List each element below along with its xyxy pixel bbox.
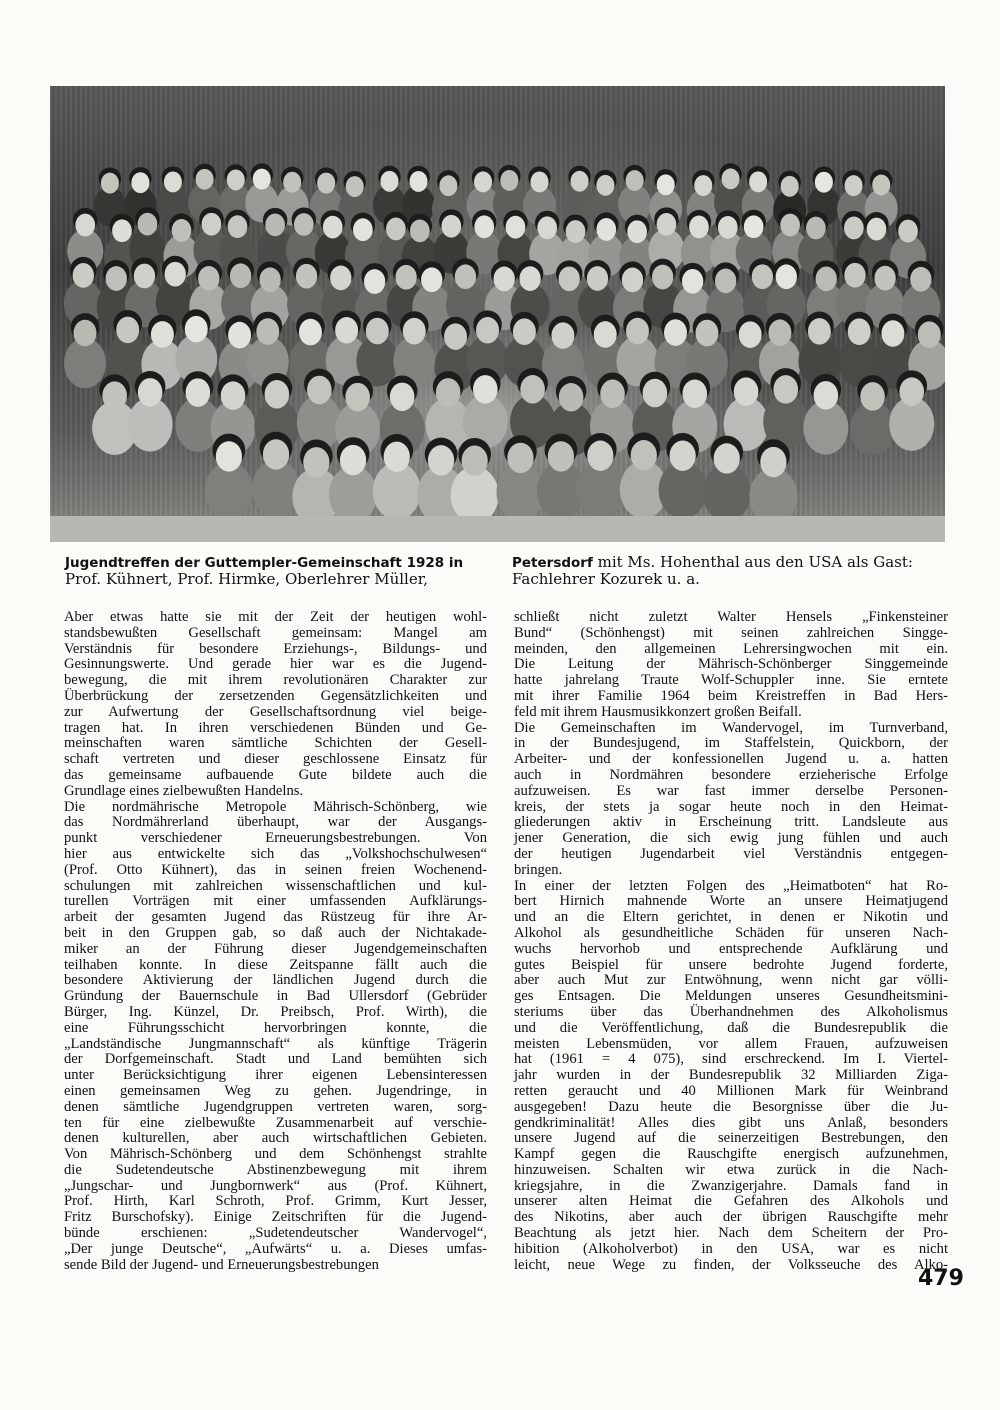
person-face bbox=[421, 267, 442, 292]
page-number: 479 bbox=[918, 1266, 964, 1291]
text-line: In einer der letzten Folgen des „Heimatboten“ hat Ro- bbox=[514, 877, 948, 894]
text-line: die Sudetendeutsche Abstinenzbewegung mit ihrem bbox=[64, 1161, 487, 1178]
person-face bbox=[202, 213, 222, 236]
person-face bbox=[165, 262, 186, 287]
person-face bbox=[689, 216, 709, 239]
text-line: Gesinnungswerte. Und gerade hier war es die Jugend- bbox=[64, 656, 487, 673]
person-face bbox=[196, 169, 214, 190]
person-face bbox=[844, 217, 864, 240]
text-line: bert Hirnich mahnende Worte an unsere Heimatjugend bbox=[514, 893, 948, 910]
person-face bbox=[874, 266, 895, 291]
text-line: miker an der Führung dieser Jugendgemeinschaften bbox=[64, 940, 487, 957]
person-face bbox=[682, 380, 707, 409]
person-face bbox=[694, 175, 712, 196]
text-line: Die Gemeinschaften im Wandervogel, im Turnverband, bbox=[514, 719, 948, 736]
person-face bbox=[780, 214, 800, 237]
person-face bbox=[806, 217, 826, 240]
text-line: jahr wurden in der Bundesrepublik 32 Milliarden Ziga- bbox=[514, 1067, 948, 1084]
text-line: schließt nicht zuletzt Walter Hensels „Finkensteiner bbox=[514, 609, 948, 625]
text-line: kriegsjahre, in die Zwanzigerjahre. Damals fand in bbox=[514, 1177, 948, 1194]
person-face bbox=[138, 378, 163, 407]
person-face bbox=[340, 445, 366, 475]
person-face bbox=[814, 381, 839, 410]
text-line: schaft vertreten und dieser geschlossene Einsatz für bbox=[64, 751, 487, 768]
text-line: und an die Eltern gerichtet, in denen er Nikotin und bbox=[514, 909, 948, 926]
person-face bbox=[253, 169, 271, 190]
text-line: einen gemeinsamen Weg zu gehen. Jugendringe, in bbox=[64, 1082, 487, 1099]
person-face bbox=[773, 375, 798, 404]
text-line: tragen hat. In ihren verschiedenen Bünden und Ge- bbox=[64, 719, 487, 736]
text-line: unter Berücksichtigung ihrer eigenen Lebensinteressen bbox=[64, 1067, 487, 1084]
person-face bbox=[626, 318, 649, 345]
person-face bbox=[410, 219, 430, 242]
text-line: Aber etwas hatte sie mit der Zeit der heutigen wohl- bbox=[64, 609, 487, 625]
text-line: aber auch Mut zur Entwöhnung, wenn nicht gar völli- bbox=[514, 972, 948, 989]
text-line: hat (1961 = 4 075), sind erschreckend. Im I. Viertel- bbox=[514, 1051, 948, 1068]
person-face bbox=[537, 216, 557, 239]
text-line: punkt verschiedener Erneuerungsbestrebungen. Von bbox=[64, 830, 487, 847]
person-face bbox=[587, 266, 608, 291]
person-face bbox=[626, 170, 644, 191]
text-line: unsere Jugend auf die seinerzeitigen Bestrebungen, den bbox=[514, 1130, 948, 1147]
person-face bbox=[227, 169, 245, 190]
text-line: meisten Lebensmüden, vor allem Frauen, aufzuweisen bbox=[514, 1035, 948, 1052]
person-face bbox=[739, 321, 762, 348]
text-line: unserer alten Heimat die Gefahren des Alkohols und bbox=[514, 1193, 948, 1210]
person-face bbox=[500, 170, 518, 191]
person-face bbox=[844, 263, 865, 288]
person-face bbox=[330, 266, 351, 291]
text-line: hier aus entwickelte sich das „Volkshochschulwesen“ bbox=[64, 845, 487, 862]
person-face bbox=[428, 445, 454, 475]
text-line: das gemeinsame aufbauende Gute bildete auch die bbox=[64, 766, 487, 783]
photo-floor bbox=[50, 516, 945, 542]
person-face bbox=[106, 266, 127, 291]
text-line: denen kulturellen, aber auch wirtschaftlichen Gebieten. bbox=[64, 1130, 487, 1147]
person-face bbox=[848, 318, 871, 345]
person-face bbox=[867, 218, 887, 241]
person-face bbox=[299, 319, 322, 346]
person-face bbox=[643, 379, 668, 408]
text-line: wuchs hervorhob und entsprechende Aufklärung und bbox=[514, 940, 948, 957]
person-face bbox=[216, 441, 242, 471]
person-face bbox=[317, 173, 335, 194]
article-column-left bbox=[64, 610, 487, 1273]
person-face bbox=[228, 215, 248, 238]
person-face bbox=[714, 443, 740, 473]
text-line: Alkohol als gesundheitliche Schäden für unseren Nach- bbox=[514, 924, 948, 941]
person-face bbox=[507, 443, 533, 473]
person-face bbox=[441, 215, 461, 238]
person-face bbox=[259, 267, 280, 292]
person-face bbox=[530, 171, 548, 192]
text-line: „Der junge Deutsche“, „Aufwärts“ u. a. Dieses umfas- bbox=[64, 1240, 487, 1257]
person-face bbox=[899, 377, 924, 406]
person-face bbox=[296, 264, 317, 289]
person-face bbox=[571, 171, 589, 192]
text-line: Gründung der Bauernschule in Bad Ullersdorf (Gebrüder bbox=[64, 988, 487, 1005]
person-face bbox=[722, 168, 740, 189]
text-line: in der Bundesjugend, im Staffelstein, Quickborn, der bbox=[514, 735, 948, 752]
person-face bbox=[353, 218, 373, 241]
person-face bbox=[462, 445, 488, 475]
text-line: zur Aufwertung der Gesellschaftsordnung viel beige- bbox=[64, 703, 487, 720]
text-line: sende Bild der Jugend- und Erneuerungsbestrebungen bbox=[64, 1256, 379, 1273]
person-face bbox=[403, 318, 426, 345]
text-line: „Jungschar- und Jungbornwerk“ aus (Prof. Kühnert, bbox=[64, 1177, 487, 1194]
person-face bbox=[116, 317, 139, 344]
text-line: jener Generation, die sich ewig jung fühlen und auch bbox=[514, 830, 948, 847]
text-line: und die Veröffentlichung, daß die Bundesrepublik die bbox=[514, 1019, 948, 1036]
person-face bbox=[734, 377, 759, 406]
text-line: mit ihrer Familie 1964 beim Kreistreffen in Bad Hers- bbox=[514, 687, 948, 704]
person-face bbox=[551, 322, 574, 349]
caption-bold-right: Petersdorf bbox=[512, 555, 593, 571]
person-face bbox=[559, 383, 584, 412]
person-face bbox=[559, 266, 580, 291]
person-face bbox=[474, 171, 492, 192]
text-line: ausgegeben! Dazu heute die Besorgnisse über die Ju- bbox=[514, 1098, 948, 1115]
person-face bbox=[164, 171, 182, 192]
person-face bbox=[75, 214, 95, 237]
person-face bbox=[380, 171, 398, 192]
person-face bbox=[323, 216, 343, 239]
person-face bbox=[256, 318, 279, 345]
text-line: Prof. Hirth, Karl Schroth, Prof. Grimm, Kurt Jesser, bbox=[64, 1193, 487, 1210]
caption-line-1 bbox=[65, 554, 945, 571]
person-face bbox=[112, 219, 132, 242]
person-face bbox=[918, 321, 941, 348]
person-face bbox=[134, 264, 155, 289]
person-face bbox=[265, 213, 285, 236]
person-face bbox=[228, 322, 251, 349]
person-face bbox=[594, 321, 617, 348]
text-line: schulungen mit zahlreichen wissenschaftlichen und kul- bbox=[64, 877, 487, 894]
person-face bbox=[303, 447, 329, 477]
text-line: Überbrückung der zersetzenden Gegensätzlichkeiten und bbox=[64, 687, 487, 704]
text-line: turellen Vorträgen mit einer umfassenden Aufklärungs- bbox=[64, 893, 487, 910]
person-face bbox=[395, 265, 416, 290]
text-line: Beachtung als jetzt hier. Nach dem Scheitern der Pro- bbox=[514, 1225, 948, 1242]
photo-caption bbox=[65, 554, 945, 588]
person-face bbox=[749, 171, 767, 192]
caption-names-left: Prof. Kühnert, Prof. Hirmke, Oberlehrer Müller, bbox=[65, 570, 428, 588]
person-face bbox=[657, 174, 675, 195]
text-line: leicht, neue Wege zu finden, der Volksseuche des Alko- bbox=[514, 1256, 948, 1273]
person-face bbox=[476, 317, 499, 344]
text-line: Fritz Burschofsky). Einige Zeitschriften für die Jugend- bbox=[64, 1209, 487, 1226]
text-line: meinden, den allgemeinen Lehrersingwochen mit ein. bbox=[514, 640, 948, 657]
person-face bbox=[808, 318, 831, 345]
person-face bbox=[631, 440, 657, 470]
text-line: gutes Beispiel für unsere bedrohte Jugend forderte, bbox=[514, 956, 948, 973]
text-line: denen sämtliche Jugendgruppen vertreten waren, sorg- bbox=[64, 1098, 487, 1115]
text-line: gliederungen aktiv in Erscheinung tritt. Landsleute aus bbox=[514, 814, 948, 831]
person-face bbox=[652, 265, 673, 290]
text-line: Bürger, Ing. Künzel, Dr. Preibsch, Prof. Wirth), die bbox=[64, 1003, 487, 1020]
person-face bbox=[138, 213, 158, 236]
person-face bbox=[627, 220, 647, 243]
person-face bbox=[815, 172, 833, 193]
person-face bbox=[596, 175, 614, 196]
person-face bbox=[768, 319, 791, 346]
person-face bbox=[872, 175, 890, 196]
text-line: auch in Nordmähren besondere erzieherische Erfolge bbox=[514, 766, 948, 783]
person-face bbox=[345, 383, 370, 412]
person-face bbox=[474, 215, 494, 238]
person-face bbox=[230, 263, 251, 288]
person-face bbox=[185, 316, 208, 343]
person-face bbox=[566, 220, 586, 243]
person-face bbox=[263, 439, 289, 469]
person-face bbox=[695, 320, 718, 347]
text-line: kreis, der stets ja sogar heute noch in den Heimat- bbox=[514, 798, 948, 815]
text-line: teilhaben konnte. In diese Zeitspanne fällt auch die bbox=[64, 956, 487, 973]
person-face bbox=[781, 176, 799, 197]
text-line: hatte jahrelang Traute Wolf-Schuppler inne. Sie erntete bbox=[514, 672, 948, 689]
caption-names-right: Fachlehrer Kozurek u. a. bbox=[512, 570, 700, 588]
person-face bbox=[664, 319, 687, 346]
caption-text-right: mit Ms. Hohenthal aus den USA als Gast: bbox=[592, 553, 913, 571]
person-face bbox=[384, 442, 410, 472]
text-line: gendkriminalität! Alles dies gibt uns Anlaß, besonders bbox=[514, 1114, 948, 1131]
caption-line-2 bbox=[65, 571, 945, 588]
text-line: „Landständische Jungmannschaft“ als künftige Trägerin bbox=[64, 1035, 487, 1052]
person-face bbox=[74, 320, 97, 347]
text-line: Bund“ (Schönhengst) mit seinen zahlreichen Singge- bbox=[514, 624, 948, 641]
person-face bbox=[910, 267, 931, 292]
text-line: eine Führungsschicht hervorbringen konnte, die bbox=[64, 1019, 487, 1036]
person-face bbox=[366, 318, 389, 345]
person-face bbox=[881, 320, 904, 347]
person-face bbox=[439, 175, 457, 196]
text-line: des Nikotins, aber auch der übrigen Rauschgifte mehr bbox=[514, 1209, 948, 1226]
text-line: beit in den Gruppen gab, so daß auch der Nichtakade- bbox=[64, 924, 487, 941]
person-face bbox=[494, 267, 515, 292]
person-face bbox=[670, 440, 696, 470]
text-line: Die Leitung der Mährisch-Schönberger Singgemeinde bbox=[514, 656, 948, 673]
person-face bbox=[444, 323, 467, 350]
person-face bbox=[596, 218, 616, 241]
person-face bbox=[283, 172, 301, 193]
person-face bbox=[506, 216, 526, 239]
person-face bbox=[816, 267, 837, 292]
person-face bbox=[102, 381, 127, 410]
person-face bbox=[335, 317, 358, 344]
group-photo bbox=[50, 86, 945, 542]
person-face bbox=[860, 382, 885, 411]
person-face bbox=[73, 263, 94, 288]
person-face bbox=[657, 213, 677, 236]
person-face bbox=[682, 269, 703, 294]
person-face bbox=[436, 378, 461, 407]
text-line: hibition (Alkoholverbot) in den USA, war es nicht bbox=[514, 1240, 948, 1257]
text-line: ges Entsagen. Die Meldungen unseres Gesundheitsmini- bbox=[514, 988, 948, 1005]
person-face bbox=[198, 266, 219, 291]
group-photo-icon bbox=[50, 86, 945, 542]
person-face bbox=[718, 216, 738, 239]
person-face bbox=[744, 215, 764, 238]
text-line: arbeit der gesamten Jugend das Rüstzeug für ihre Ar- bbox=[64, 909, 487, 926]
person-face bbox=[513, 318, 536, 345]
person-face bbox=[294, 213, 314, 236]
text-line: steriums über das Überhandnehmen des Alkoholismus bbox=[514, 1003, 948, 1020]
text-line: meinschaften waren sämtliche Schichten der Gesell- bbox=[64, 735, 487, 752]
person-face bbox=[760, 447, 786, 477]
person-face bbox=[221, 381, 246, 410]
text-line: Kampf gegen die Rauschgifte energisch aufzunehmen, bbox=[514, 1146, 948, 1163]
text-line: besondere Aktivierung der ländlichen Jugend durch die bbox=[64, 972, 487, 989]
text-line: feld mit ihrem Hausmusikkonzert großen Beifall. bbox=[514, 703, 802, 720]
person-face bbox=[715, 269, 736, 294]
text-line: ten für eine zielbewußte Zusammenarbeit auf verschie- bbox=[64, 1114, 487, 1131]
text-line: standsbewußten Gesellschaft gemeinsam: Mangel am bbox=[64, 624, 487, 641]
text-line: bewegung, die mit ihrem revolutionären Charakter zur bbox=[64, 672, 487, 689]
person-face bbox=[622, 268, 643, 293]
person-face bbox=[473, 375, 498, 404]
person-face bbox=[587, 441, 613, 471]
person-face bbox=[600, 380, 625, 409]
person-face bbox=[776, 264, 797, 289]
person-face bbox=[845, 175, 863, 196]
text-line: aufzuweisen. Es war fast immer derselbe Personen- bbox=[514, 782, 948, 799]
text-line: Arbeiter- und der konfessionellen Jugend u. a. hatten bbox=[514, 751, 948, 768]
text-line: retten geraucht und 40 Millionen Mark für Weinbrand bbox=[514, 1082, 948, 1099]
person-face bbox=[172, 219, 192, 242]
text-line: Die nordmährische Metropole Mährisch-Schönberg, wie bbox=[64, 798, 487, 815]
text-line: Von Mährisch-Schönberg und dem Schönhengst strahlte bbox=[64, 1146, 487, 1163]
person-face bbox=[101, 173, 119, 194]
person-face bbox=[519, 266, 540, 291]
text-line: bünde erschienen: „Sudetendeutscher Wandervogel“, bbox=[64, 1225, 487, 1242]
person-face bbox=[131, 172, 149, 193]
text-line: Grundlage eines zielbewußten Handelns. bbox=[64, 782, 304, 799]
text-line: Verständnis für besondere Erziehungs-, Bildungs- und bbox=[64, 640, 487, 657]
person-face bbox=[346, 176, 364, 197]
person-face bbox=[307, 376, 332, 405]
person-face bbox=[752, 264, 773, 289]
person-face bbox=[548, 441, 574, 471]
text-line: hinzuweisen. Schalten wir etwa zurück in die Nach- bbox=[514, 1161, 948, 1178]
text-line: das Nordmährerland überhaupt, war der Ausgangs- bbox=[64, 814, 487, 831]
person-face bbox=[186, 378, 211, 407]
person-face bbox=[898, 220, 918, 243]
caption-bold-left: Jugendtreffen der Guttempler-Gemeinschaft 1928 in bbox=[65, 555, 464, 571]
person-face bbox=[364, 269, 385, 294]
text-line: der heutigen Jugendarbeit viel Verständnis entgegen- bbox=[514, 845, 948, 862]
text-line: bringen. bbox=[514, 861, 563, 878]
person-face bbox=[151, 321, 174, 348]
text-line: (Prof. Otto Kühnert), das in seinen freien Wochenend- bbox=[64, 861, 487, 878]
person-face bbox=[409, 171, 427, 192]
person-face bbox=[520, 375, 545, 404]
person-face bbox=[386, 218, 406, 241]
person-face bbox=[390, 383, 415, 412]
person-face bbox=[455, 264, 476, 289]
article-column-right bbox=[514, 610, 948, 1273]
text-line: der Dorfgemeinschaft. Stadt und Land bemühten sich bbox=[64, 1051, 487, 1068]
person-face bbox=[265, 380, 290, 409]
